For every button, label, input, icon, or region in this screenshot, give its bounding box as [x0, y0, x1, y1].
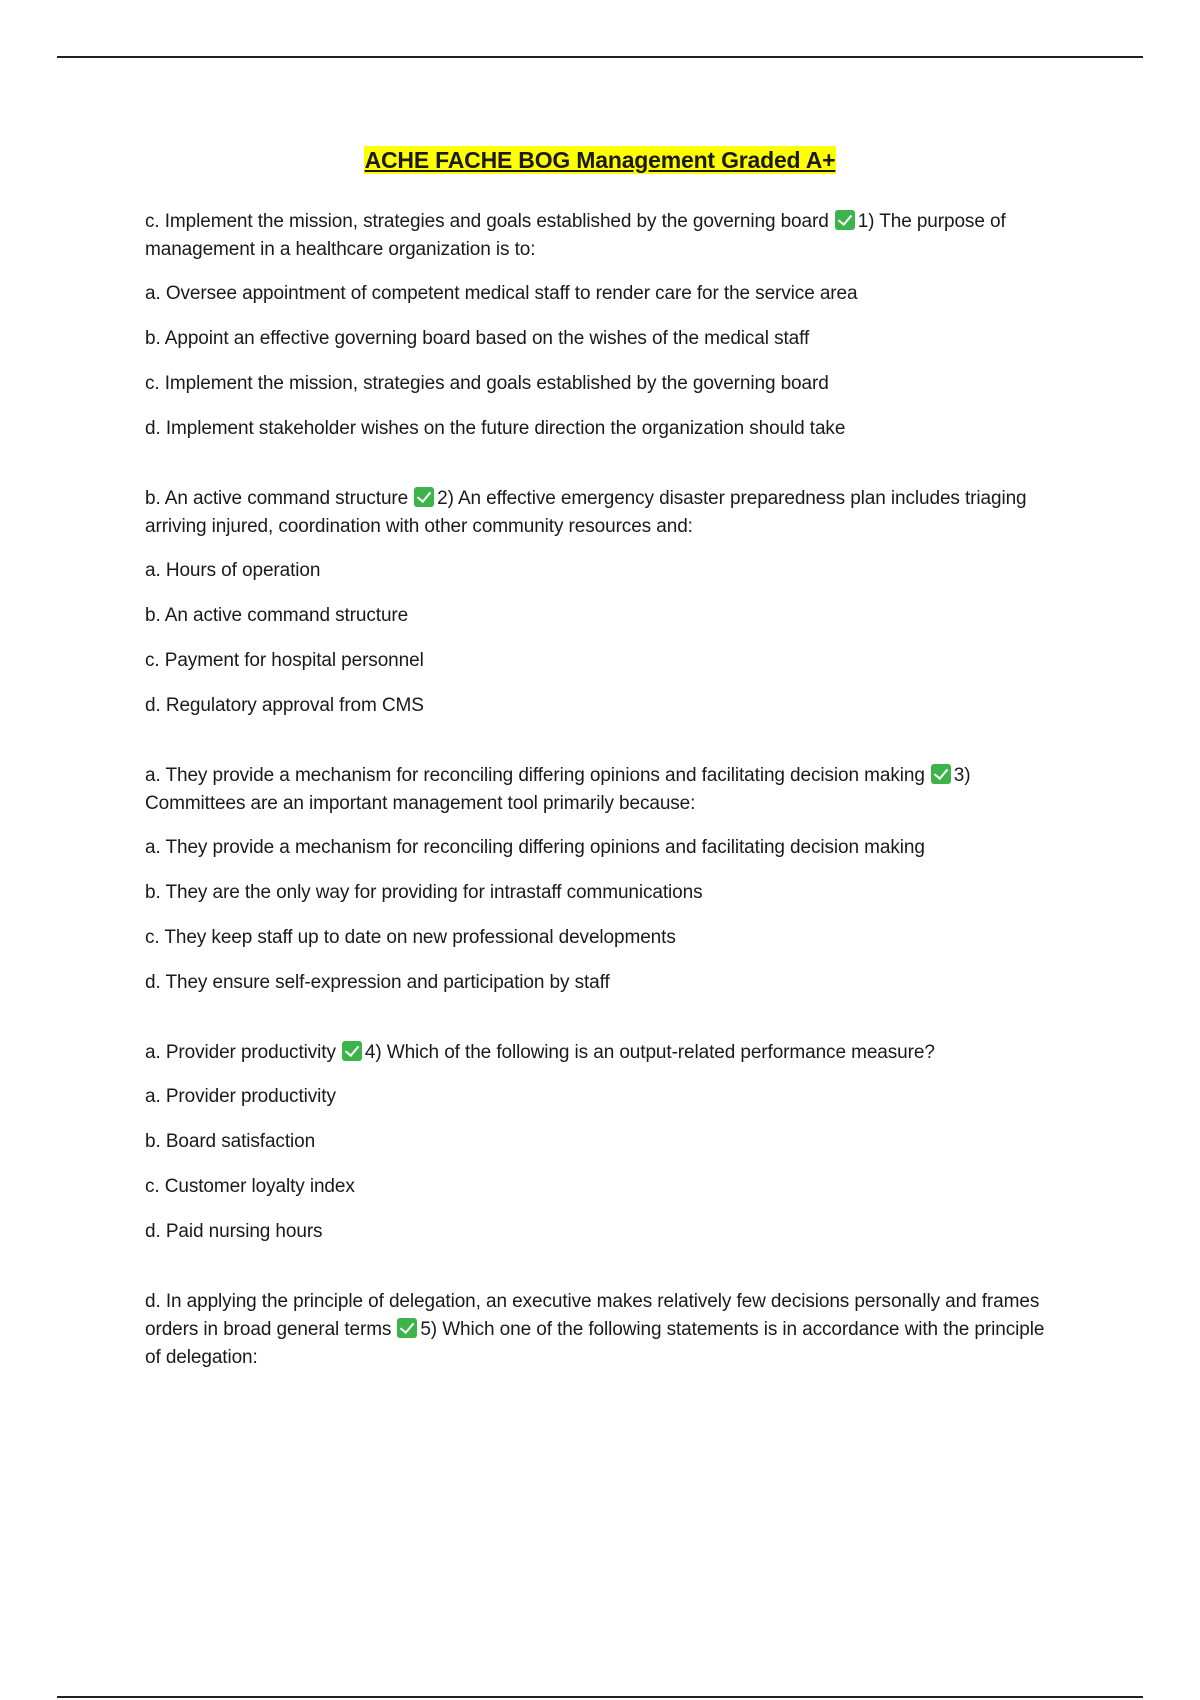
- option-b: b. Appoint an effective governing board based on the wishes of the medical staff: [145, 328, 810, 349]
- option-c: c. Payment for hospital personnel: [145, 650, 424, 671]
- bottom-rule: [57, 1696, 1143, 1698]
- option-c: c. Implement the mission, strategies and goals established by the governing board: [145, 373, 829, 394]
- answer-text: c. Implement the mission, strategies and goals established by the governing board: [145, 211, 829, 232]
- option-d: d. Implement stakeholder wishes on the future direction the organization should take: [145, 418, 846, 439]
- option-b: b. They are the only way for providing for intrastaff communications: [145, 882, 703, 903]
- question-block-3: [145, 762, 1065, 997]
- check-icon: [342, 1041, 362, 1061]
- question-block-4: [145, 1039, 1065, 1246]
- question-prompt: 2) An effective emergency disaster preparedness plan includes triaging arriving injured, coordination with other community resources and:: [145, 488, 1027, 537]
- question-block-2: [145, 485, 1065, 720]
- question-line: [145, 762, 1065, 818]
- question-line: [145, 1288, 1065, 1372]
- answer-text: b. An active command structure: [145, 488, 409, 509]
- check-icon: [414, 487, 434, 507]
- answer-text: a. They provide a mechanism for reconciling differing opinions and facilitating decision making: [145, 765, 925, 786]
- check-icon: [397, 1318, 417, 1338]
- option-d: d. Paid nursing hours: [145, 1221, 323, 1242]
- question-prompt: 4) Which of the following is an output-related performance measure?: [364, 1042, 935, 1063]
- option-d: d. They ensure self-expression and participation by staff: [145, 972, 610, 993]
- check-icon: [835, 210, 855, 230]
- option-b: b. An active command structure: [145, 605, 409, 626]
- question-line: [145, 1039, 1065, 1067]
- answer-text: a. Provider productivity: [145, 1042, 336, 1063]
- title-wrap: [0, 146, 1200, 174]
- question-line: [145, 485, 1065, 541]
- document-title: ACHE FACHE BOG Management Graded A+: [364, 147, 836, 173]
- question-prompt: 5) Which one of the following statements is in accordance with the principle of delegation:: [145, 1319, 1045, 1368]
- option-c: c. They keep staff up to date on new professional developments: [145, 927, 676, 948]
- check-icon: [931, 764, 951, 784]
- top-rule: [57, 56, 1143, 58]
- option-a: a. They provide a mechanism for reconciling differing opinions and facilitating decision making: [145, 837, 925, 858]
- question-line: [145, 208, 1065, 264]
- option-c: c. Customer loyalty index: [145, 1176, 355, 1197]
- answer-text: d. In applying the principle of delegation, an executive makes relatively few decisions personally and frames orders in broad general terms: [145, 1291, 1040, 1340]
- option-a: a. Oversee appointment of competent medical staff to render care for the service area: [145, 283, 858, 304]
- question-block-5: [145, 1288, 1065, 1372]
- option-d: d. Regulatory approval from CMS: [145, 695, 424, 716]
- document-body: [145, 208, 1065, 1414]
- option-b: b. Board satisfaction: [145, 1131, 316, 1152]
- option-a: a. Provider productivity: [145, 1086, 336, 1107]
- option-a: a. Hours of operation: [145, 560, 321, 581]
- question-prompt: 1) The purpose of management in a healthcare organization is to:: [145, 211, 1006, 260]
- question-block-1: [145, 208, 1065, 443]
- question-prompt: 3) Committees are an important management tool primarily because:: [145, 765, 971, 814]
